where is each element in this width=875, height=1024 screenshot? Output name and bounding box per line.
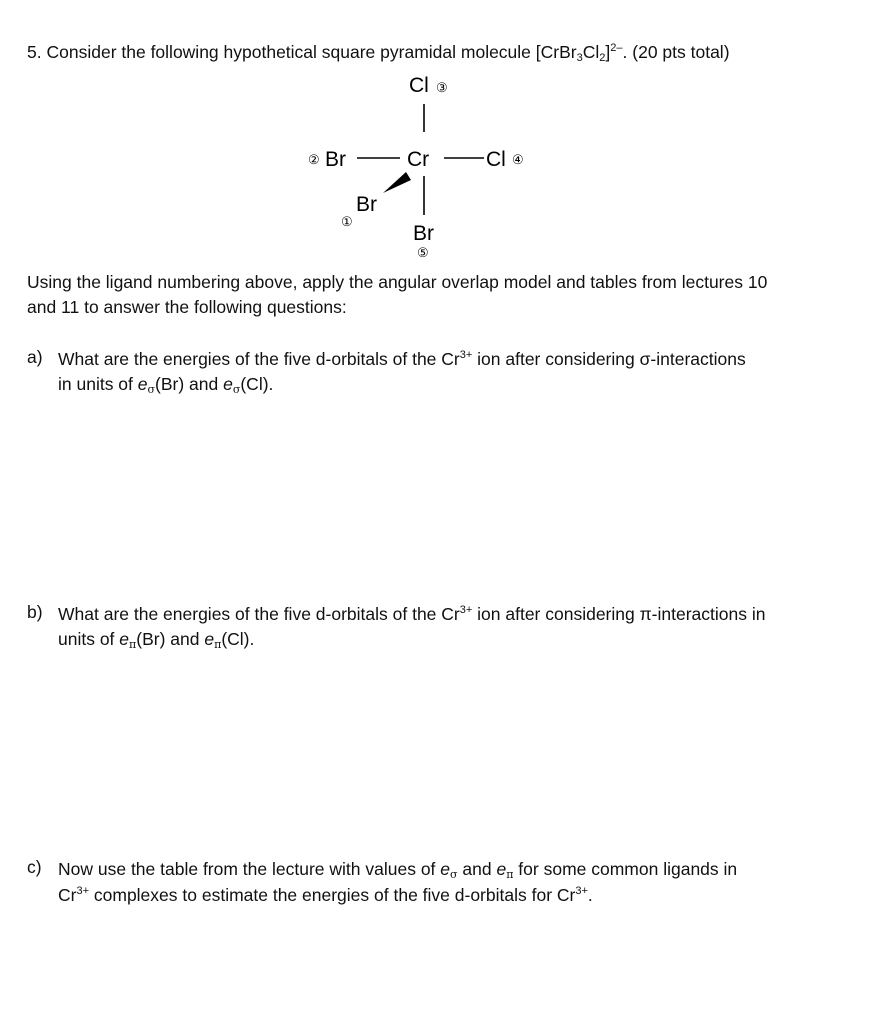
ligand-number-4: ④ [512, 152, 524, 167]
atom-front: Br [356, 193, 377, 216]
question-number: 5. [27, 42, 42, 62]
wedge-bond-front [383, 172, 411, 193]
ligand-number-3: ③ [436, 80, 448, 95]
atom-bottom: Br [413, 222, 434, 245]
molecule-diagram [0, 0, 875, 270]
atom-center: Cr [407, 148, 430, 171]
formula: $[CrBr_3Cl_2]^{2-}$ [535, 42, 623, 64]
atom-left: Br [325, 148, 346, 171]
ligand-number-1: ① [341, 214, 353, 229]
question-c-label: c) [27, 857, 42, 877]
atom-right: Cl [486, 148, 506, 171]
points-note: . (20 pts total) [622, 42, 730, 62]
question-a-label: a) [27, 347, 43, 367]
atom-top: Cl [409, 74, 429, 97]
question-b: What are the energies of the five d-orbitals of the $Cr^{3+}$ ion after considering π-interactions in units of $e_\pi(Br)$ and $e_\pi(Cl)$. [58, 604, 766, 652]
ligand-number-5: ⑤ [417, 245, 429, 260]
question-c: Now use the table from the lecture with values of $e_\sigma$ and $e_\pi$ for some common ligands in $Cr^{3+}$ complexes to estimate the energies of the five d-orbitals for $Cr^{3+}$. [58, 859, 738, 905]
instructions: Using the ligand numbering above, apply the angular overlap model and tables from lectures 10 and 11 to answer the following questions: [27, 272, 768, 318]
question-a: What are the energies of the five d-orbitals of the $Cr^{3+}$ ion after considering σ-interactions in units of $e_\sigma(Br)$ and $e_\sigma(Cl)$. [58, 349, 746, 397]
question-b-label: b) [27, 602, 43, 622]
ligand-number-2: ② [308, 152, 320, 167]
question-intro: Consider the following hypothetical square pyramidal molecule [46, 42, 531, 62]
